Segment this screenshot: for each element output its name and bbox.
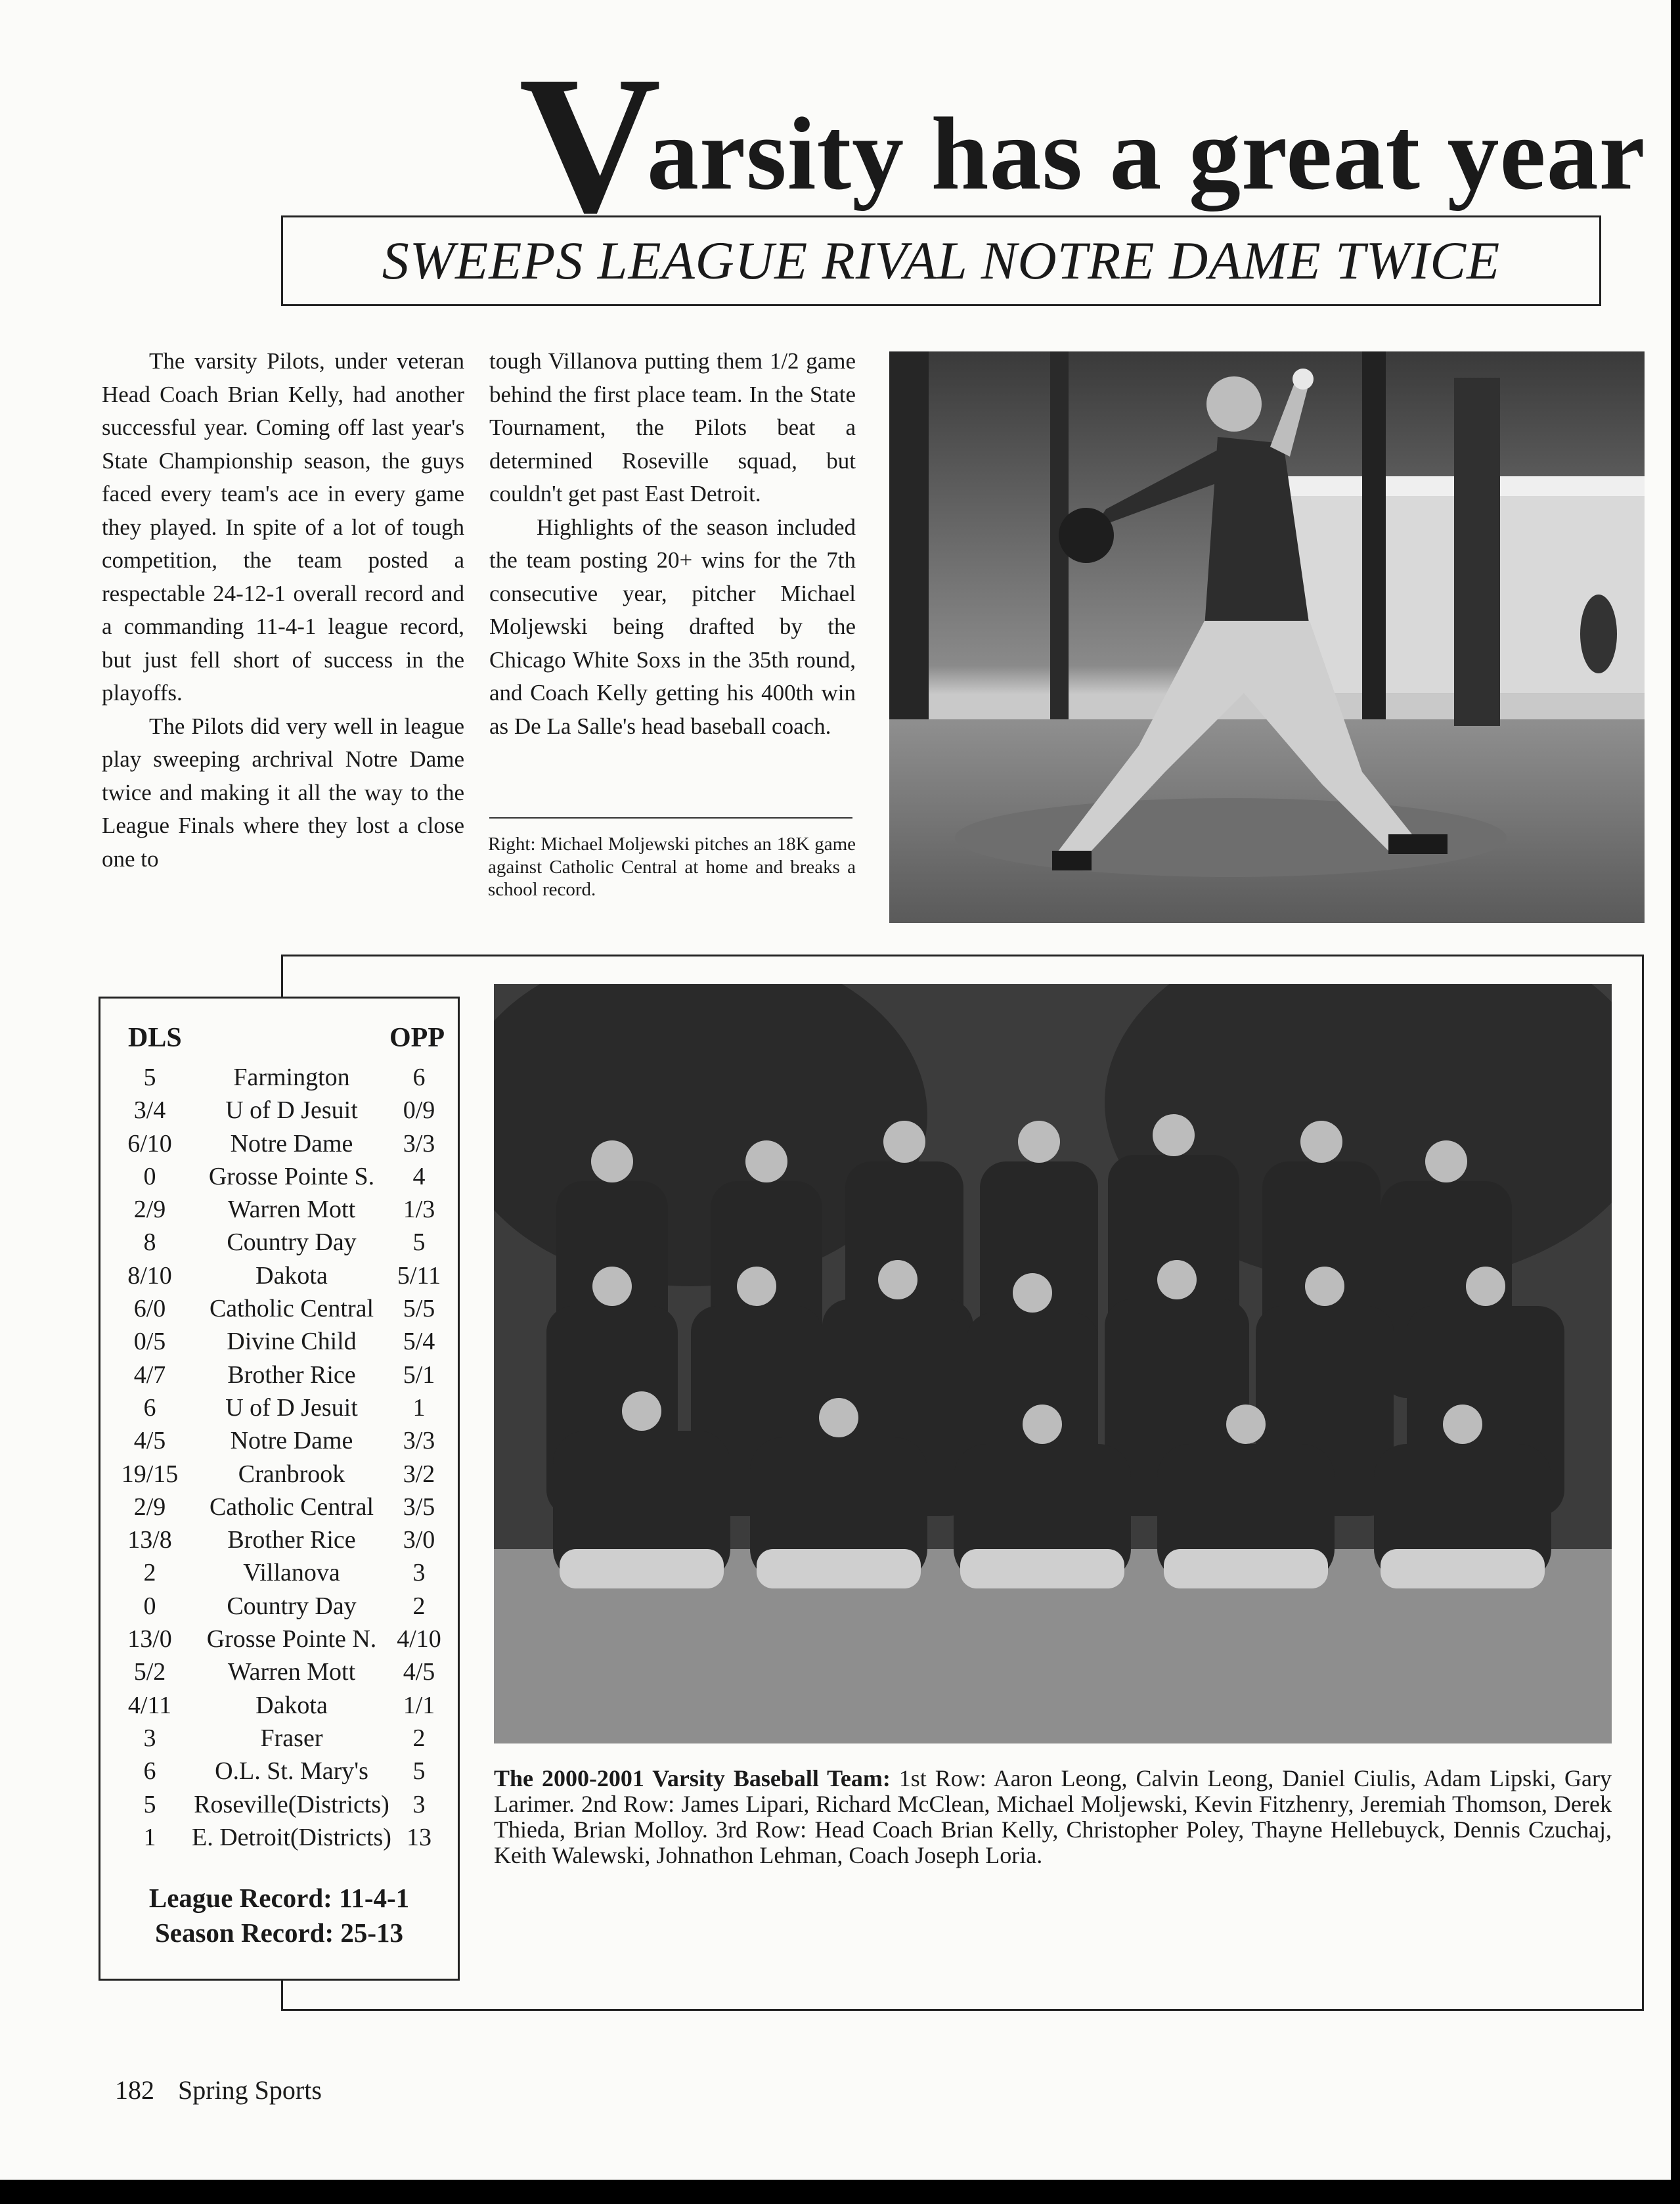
schedule-dls-score: 13/8 <box>127 1526 172 1554</box>
schedule-row <box>100 1556 458 1589</box>
records <box>100 1881 458 1950</box>
schedule-row <box>100 1160 458 1193</box>
schedule-dls-score: 1 <box>143 1823 156 1851</box>
article-paragraph: The Pilots did very well in league play sweeping archrival Notre Dame twice and making it all the way to the League Finals where they lost a close one to <box>102 713 464 872</box>
schedule-row <box>100 1094 458 1127</box>
schedule-results-box <box>99 997 460 1981</box>
schedule-opponent: Brother Rice <box>227 1361 356 1389</box>
schedule-rows <box>100 1061 458 1854</box>
schedule-dls-score: 4/11 <box>127 1691 172 1719</box>
subheadline: SWEEPS LEAGUE RIVAL NOTRE DAME TWICE <box>281 215 1601 306</box>
pitcher-photo-caption: Right: Michael Moljewski pitches an 18K game against Catholic Central at home and breaks a school record. <box>488 834 856 900</box>
schedule-opponent: Catholic Central <box>209 1295 374 1323</box>
article-column-1 <box>102 345 464 876</box>
league-record: League Record: 11-4-1 <box>148 1883 410 1913</box>
schedule-row <box>100 1689 458 1722</box>
schedule-opponent: Divine Child <box>227 1328 357 1356</box>
schedule-opp-score: 3/0 <box>403 1526 435 1554</box>
schedule-dls-score: 2 <box>143 1559 156 1587</box>
schedule-opp-score: 0/9 <box>403 1096 435 1125</box>
schedule-row <box>100 1193 458 1226</box>
schedule-dls-score: 3 <box>143 1724 156 1752</box>
schedule-dls-score: 0 <box>143 1592 156 1620</box>
schedule-opponent: Warren Mott <box>227 1196 356 1224</box>
schedule-opp-score: 4/10 <box>397 1625 441 1653</box>
page-number: 182 <box>115 2075 154 2105</box>
schedule-opp-score: 2 <box>412 1592 426 1620</box>
schedule-row <box>100 1359 458 1391</box>
schedule-opp-score: 4/5 <box>403 1658 435 1686</box>
schedule-row <box>100 1458 458 1491</box>
page-footer <box>115 2075 345 2105</box>
schedule-opp-score: 3 <box>412 1559 426 1587</box>
caption-divider <box>489 817 852 819</box>
section-name: Spring Sports <box>178 2075 322 2105</box>
schedule-dls-score: 4/7 <box>133 1361 166 1389</box>
schedule-row <box>100 1491 458 1523</box>
schedule-row <box>100 1259 458 1292</box>
article-paragraph: The varsity Pilots, under veteran Head Coach Brian Kelly, had another successful year. Coming off last year's State Championship season, the guys faced every team's ace in every game they played. In spite of a lot of tough competition, the team posted a respectable 24-12-1 overall record and a commanding 11-4-1 league record, but just fell short of success in the playoffs. <box>102 348 464 706</box>
schedule-opponent: Notre Dame <box>230 1427 353 1455</box>
season-record: Season Record: 25-13 <box>154 1918 404 1948</box>
schedule-dls-score: 6 <box>143 1757 156 1786</box>
schedule-opponent: Villanova <box>243 1559 340 1587</box>
schedule-opponent: Roseville(Districts) <box>194 1790 389 1818</box>
schedule-opp-score: 3/3 <box>403 1427 435 1455</box>
schedule-opp-score: 3/2 <box>403 1460 435 1488</box>
schedule-opponent: Grosse Pointe N. <box>206 1625 377 1653</box>
schedule-opp-score: 5/11 <box>397 1261 441 1290</box>
schedule-dls-score: 0 <box>143 1162 156 1190</box>
schedule-opp-score: 2 <box>412 1724 426 1752</box>
schedule-row <box>100 1623 458 1655</box>
schedule-row <box>100 1722 458 1755</box>
schedule-opp-score: 13 <box>407 1823 431 1851</box>
schedule-dls-score: 5/2 <box>133 1658 166 1686</box>
schedule-opp-score: 5/5 <box>403 1295 435 1323</box>
schedule-opp-score: 3/5 <box>403 1493 435 1521</box>
team-photo <box>494 984 1612 1743</box>
schedule-opponent: Dakota <box>255 1261 328 1290</box>
schedule-opponent: E. Detroit(Districts) <box>192 1823 391 1851</box>
schedule-row <box>100 1755 458 1788</box>
schedule-opponent: Grosse Pointe S. <box>208 1162 375 1190</box>
schedule-dls-score: 2/9 <box>133 1493 166 1521</box>
schedule-header-opp: OPP <box>389 1023 445 1053</box>
schedule-row <box>100 1292 458 1325</box>
schedule-opp-score: 3 <box>412 1790 426 1818</box>
schedule-row <box>100 1821 458 1854</box>
schedule-opponent: Country Day <box>227 1592 357 1620</box>
schedule-dls-score: 3/4 <box>133 1096 166 1125</box>
schedule-opponent: Brother Rice <box>227 1526 356 1554</box>
schedule-row <box>100 1788 458 1821</box>
schedule-dls-score: 5 <box>143 1064 156 1091</box>
schedule-opponent: Catholic Central <box>209 1493 374 1521</box>
schedule-dls-score: 0/5 <box>133 1328 166 1356</box>
headline <box>519 35 1646 254</box>
schedule-dls-score: 6 <box>143 1393 156 1422</box>
schedule-opponent: Country Day <box>227 1228 357 1257</box>
schedule-opp-score: 1/3 <box>403 1196 435 1224</box>
pitcher-photo <box>889 351 1645 923</box>
schedule-row <box>100 1226 458 1259</box>
schedule-opponent: Warren Mott <box>227 1658 356 1686</box>
article-column-2 <box>489 345 856 743</box>
schedule-dls-score: 6/10 <box>127 1129 172 1158</box>
schedule-opp-score: 1 <box>412 1393 426 1422</box>
schedule-opp-score: 1/1 <box>403 1691 435 1719</box>
article-paragraph: tough Villanova putting them 1/2 game behind the first place team. In the State Tournament, the Pilots beat a determined Roseville squad, but couldn't get past East Detroit. <box>489 348 856 506</box>
team-caption-body: 1st Row: Aaron Leong, Calvin Leong, Daniel Ciulis, Adam Lipski, Gary Larimer. 2nd Row: James Lipari, Richard McClean, Michael Moljewski, Kevin Fitzhenry, Jeremiah Thomson, Derek Thieda, Brian Molloy. 3rd Row: Head Coach Brian Kelly, Christopher Poley, Thayne Hellebuyck, Dennis Czuchaj, Keith Walewski, Johnathon Lehman, Coach Joseph Loria. <box>494 1765 1612 1868</box>
schedule-dls-score: 8 <box>143 1228 156 1257</box>
schedule-row <box>100 1127 458 1160</box>
headline-initial: V <box>519 35 661 254</box>
team-caption-lead: The 2000-2001 Varsity Baseball Team: <box>494 1765 891 1791</box>
schedule-opp-score: 5/4 <box>403 1328 435 1356</box>
schedule-opponent: U of D Jesuit <box>225 1096 358 1125</box>
article-paragraph: Highlights of the season included the team posting 20+ wins for the 7th consecutive year, pitcher Michael Moljewski being drafted by the Chicago White Soxs in the 35th round, and Coach Kelly getting his 400th win as De La Salle's head baseball coach. <box>489 514 856 739</box>
schedule-opp-score: 5 <box>412 1757 426 1786</box>
schedule-row <box>100 1391 458 1424</box>
schedule-opponent: U of D Jesuit <box>225 1393 358 1422</box>
schedule-row <box>100 1424 458 1457</box>
schedule-row <box>100 1523 458 1556</box>
schedule-row <box>100 1590 458 1623</box>
schedule-opponent: Farmington <box>233 1064 350 1091</box>
schedule-opponent: Cranbrook <box>238 1460 345 1488</box>
schedule-dls-score: 13/0 <box>127 1625 172 1653</box>
schedule-opp-score: 4 <box>412 1162 426 1190</box>
schedule-row <box>100 1325 458 1358</box>
schedule-row <box>100 1061 458 1094</box>
schedule-opponent: O.L. St. Mary's <box>215 1757 368 1786</box>
schedule-opponent: Notre Dame <box>230 1129 353 1158</box>
schedule-dls-score: 2/9 <box>133 1196 166 1224</box>
schedule-dls-score: 8/10 <box>127 1261 172 1290</box>
schedule-opp-score: 6 <box>412 1064 426 1091</box>
schedule-dls-score: 5 <box>143 1790 156 1818</box>
schedule-dls-score: 4/5 <box>133 1427 166 1455</box>
schedule-opp-score: 3/3 <box>403 1129 435 1158</box>
schedule-row <box>100 1655 458 1688</box>
team-photo-caption <box>494 1766 1612 1868</box>
schedule-opponent: Dakota <box>255 1691 328 1719</box>
schedule-dls-score: 6/0 <box>133 1295 166 1323</box>
schedule-header-dls: DLS <box>128 1023 182 1053</box>
schedule-dls-score: 19/15 <box>121 1460 179 1488</box>
schedule-opponent: Fraser <box>260 1724 323 1752</box>
schedule-opp-score: 5/1 <box>403 1361 435 1389</box>
headline-text: arsity has a great year <box>647 97 1646 212</box>
schedule-opp-score: 5 <box>412 1228 426 1257</box>
